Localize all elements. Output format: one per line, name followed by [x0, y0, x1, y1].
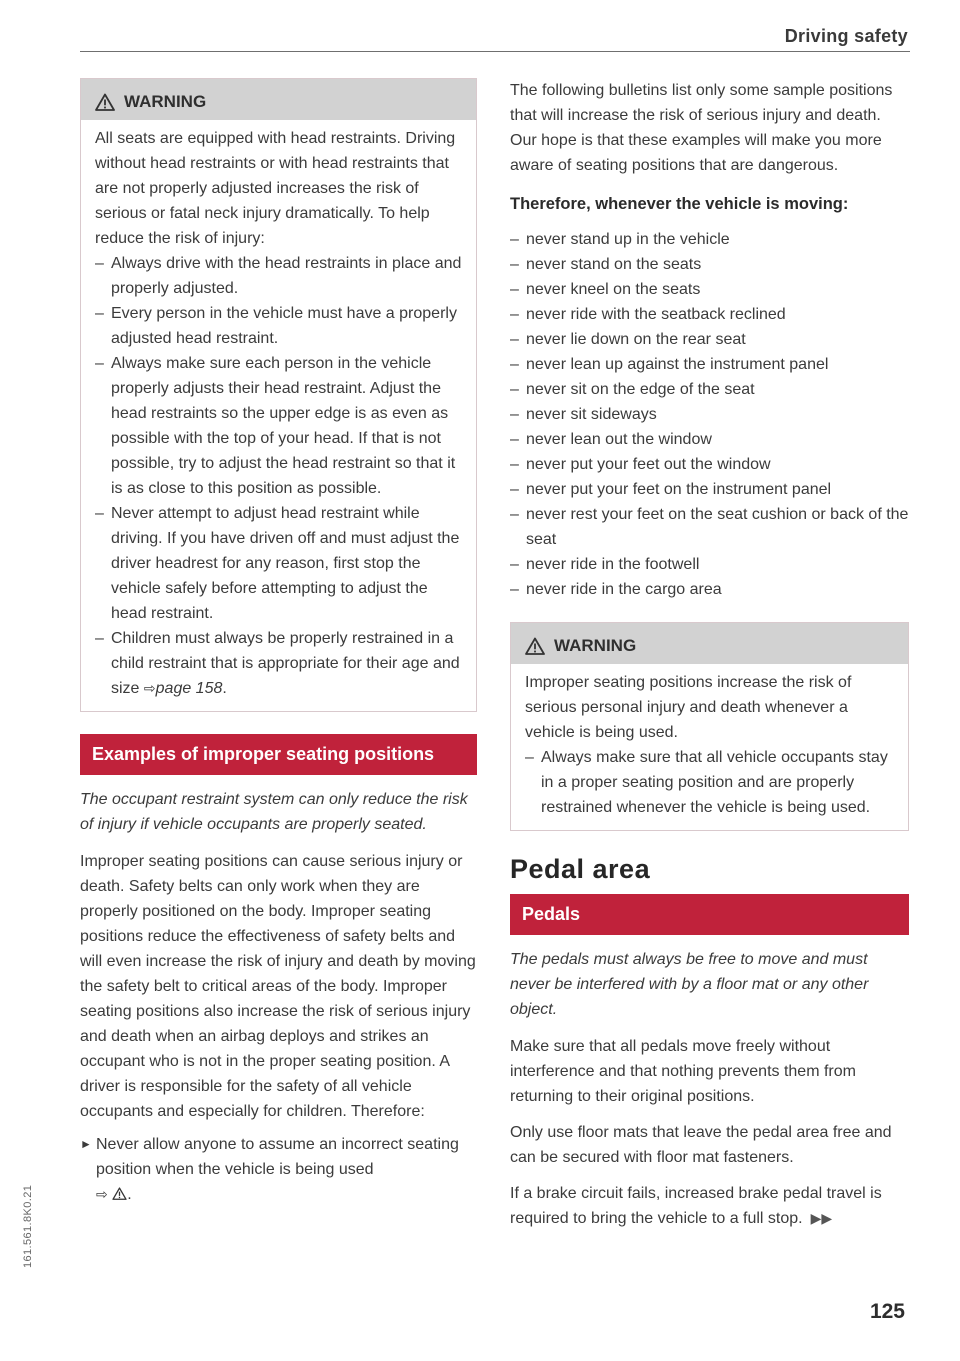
pedals-paragraph: Only use floor mats that leave the pedal area free and can be secured with floor mat fasteners. [510, 1124, 892, 1166]
head-restraint-warning [80, 78, 477, 712]
warning-list [95, 251, 462, 701]
warning-body [511, 664, 908, 830]
running-header: Driving safety [784, 26, 908, 46]
chapter-title-pedal-area: Pedal area [510, 854, 651, 884]
section-title-improper-seating: Examples of improper seating positions [80, 734, 477, 775]
action-triangle-icon: ► [80, 1137, 92, 1151]
warning-header [511, 623, 908, 664]
section-intro: The occupant restraint system can only reduce the risk of injury if vehicle occupants are properly seated. [80, 791, 468, 833]
bulletins-intro: The following bulletins list only some sample positions that will increase the risk of serious injury and death. Our hope is that these examples will make you more aware of seating positions that are dangerous. [510, 82, 893, 174]
pedals-paragraph-last [510, 1181, 909, 1231]
warning-header [81, 79, 476, 120]
warning-item: – Every person in the vehicle must have a properly adjusted head restraint. [95, 301, 462, 351]
warning-reference-icon[interactable] [112, 1187, 127, 1200]
never-item: – never lie down on the rear seat [510, 327, 909, 352]
warning-item: – Always drive with the head restraints in place and properly adjusted. [95, 251, 462, 301]
left-column [80, 78, 477, 1207]
never-item: – never put your feet out the window [510, 452, 909, 477]
header-rule [80, 51, 910, 52]
warning-intro: Improper seating positions increase the risk of serious personal injury and death whenever a vehicle is being used. [525, 674, 852, 741]
never-item: – never sit sideways [510, 402, 909, 427]
warning-item: – Never attempt to adjust head restraint while driving. If you have driven off and must adjust the driver headrest for any reason, first stop the vehicle safely before attempting to adjust the head restraint. [95, 501, 462, 626]
warning-triangle-icon [95, 93, 115, 111]
action-text: Never allow anyone to assume an incorrect seating position when the vehicle is being used [96, 1136, 459, 1178]
section-title-pedals: Pedals [510, 894, 909, 935]
moving-heading: Therefore, whenever the vehicle is moving: [510, 195, 849, 213]
warning-item: – Always make sure that all vehicle occupants stay in a proper seating position and are properly restrained whenever the vehicle is being used. [525, 745, 894, 820]
never-item: – never ride with the seatback reclined [510, 302, 909, 327]
warning-intro: All seats are equipped with head restraints. Driving without head restraints or with head restraints that are not properly adjusted increases the risk of serious or fatal neck injury dramatically. To help reduce the risk of injury: [95, 130, 456, 247]
never-item: – never stand up in the vehicle [510, 227, 909, 252]
link-arrow-icon: ⇨ [143, 680, 156, 696]
never-item: – never kneel on the seats [510, 277, 909, 302]
seating-warning [510, 622, 909, 831]
warning-label: WARNING [554, 636, 637, 655]
warning-label: WARNING [124, 92, 207, 111]
right-column [510, 78, 909, 1231]
warning-item: – Always make sure each person in the vehicle properly adjusts their head restraint. Adjust the head restraints so the upper edge is as even as possible with the top of your head. If that is not possible, try to adjust the head restraint so that it is as close to this position as possible. [95, 351, 462, 501]
warning-item-text: Children must always be properly restrained in a child restraint that is appropriate for their age and size [111, 630, 460, 697]
never-item: – never lean out the window [510, 427, 909, 452]
continue-icon: ▶▶ [810, 1210, 833, 1226]
warning-list [525, 745, 894, 820]
warning-item: – Children must always be properly restrained in a child restraint that is appropriate for their age and size ⇨page 158. [95, 626, 462, 701]
never-item: – never put your feet on the instrument panel [510, 477, 909, 502]
warning-triangle-icon [525, 637, 545, 655]
pedals-last-text: If a brake circuit fails, increased brake pedal travel is required to bring the vehicle to a full stop. [510, 1185, 882, 1227]
page-reference-link[interactable]: page 158 [155, 680, 223, 697]
never-item: – never lean up against the instrument panel [510, 352, 909, 377]
link-arrow-icon: ⇨ [96, 1186, 108, 1202]
pedals-paragraph: Make sure that all pedals move freely without interference and that nothing prevents them from returning to their original positions. [510, 1038, 856, 1105]
never-item: – never stand on the seats [510, 252, 909, 277]
never-item: – never ride in the footwell [510, 552, 909, 577]
never-item: – never sit on the edge of the seat [510, 377, 909, 402]
never-item: – never ride in the cargo area [510, 577, 909, 602]
never-item: – never rest your feet on the seat cushion or back of the seat [510, 502, 909, 552]
warning-body [81, 120, 476, 711]
pedals-intro: The pedals must always be free to move and must never be interfered with by a floor mat or any other object. [510, 951, 869, 1018]
side-code: 161.561.8K0.21 [22, 1184, 34, 1268]
action-item: ► Never allow anyone to assume an incorrect seating position when the vehicle is being used ⇨ . [80, 1132, 477, 1207]
body-paragraph: Improper seating positions can cause serious injury or death. Safety belts can only work when they are properly positioned on the body. Improper seating positions reduce the effectiveness of safety belts and will even increase the risk of injury and death by moving the safety belt to critical areas of the body. Improper seating positions also increase the risk of serious injury and death when an airbag deploys and strikes an occupant who is not in the proper seating position. A driver is responsible for the safety of all vehicle occupants and especially for children. Therefore: [80, 853, 476, 1120]
page-number: 125 [869, 1300, 905, 1323]
never-list [510, 227, 909, 602]
